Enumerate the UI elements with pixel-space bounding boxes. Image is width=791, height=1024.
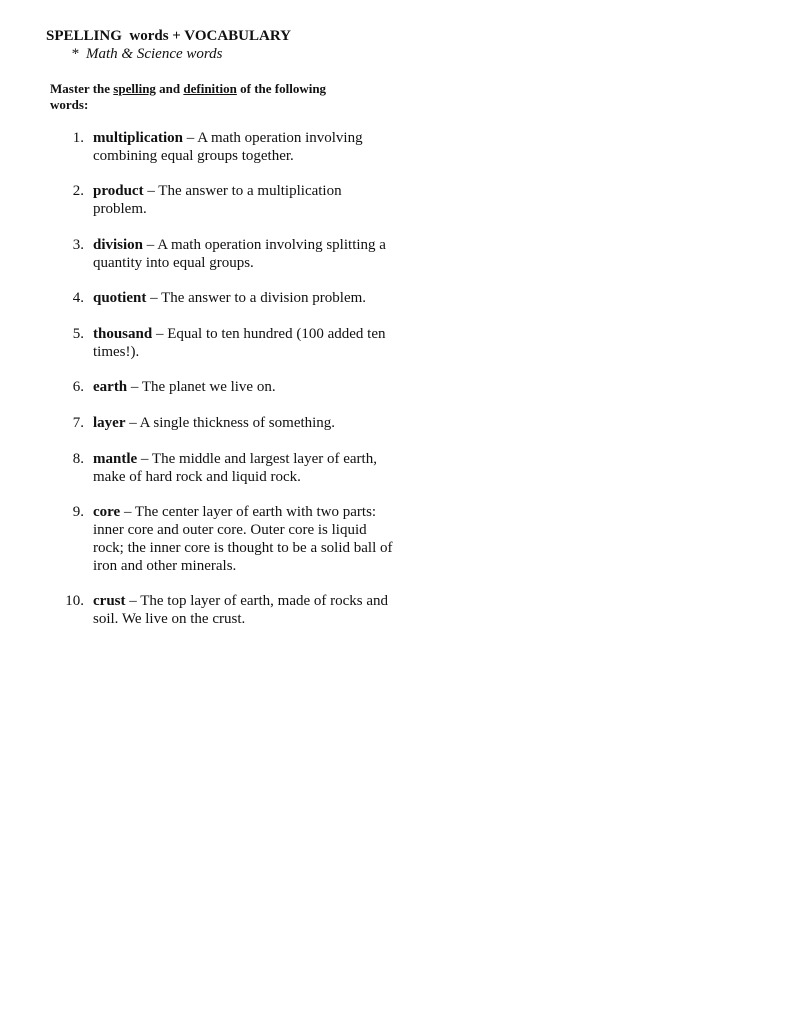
item-number: 1. [72,130,84,146]
item-number: 7. [72,415,84,431]
vocabulary-definition: – The planet we live on. [127,379,276,395]
vocabulary-term: core [93,504,121,520]
item-number: 4. [72,290,84,306]
page-title: SPELLING words + VOCABULARY [46,28,291,44]
vocabulary-term: earth [93,379,128,395]
instructions-definition: definition [183,81,237,96]
vocabulary-term: layer [93,415,126,431]
vocabulary-term: mantle [93,451,138,467]
vocabulary-term: division [93,237,144,253]
item-number: 6. [72,379,84,395]
item-number: 5. [72,326,84,342]
page-subtitle: * Math & Science words [71,46,223,62]
vocabulary-term: product [93,183,144,199]
vocabulary-definition: – A math operation involving splitting a quantity into equal groups. [93,237,386,271]
vocabulary-definition: – The top layer of earth, made of rocks and soil. We live on the crust. [93,593,389,627]
item-number: 8. [72,451,84,467]
item-number: 10. [65,593,84,609]
item-number: 9. [72,504,84,520]
instructions-spelling: spelling [113,81,156,96]
vocabulary-term: thousand [93,326,153,342]
vocabulary-definition: – A single thickness of something. [125,415,336,431]
vocabulary-definition: – The answer to a multiplication problem. [93,183,342,217]
item-number: 3. [72,237,84,253]
vocabulary-definition: – The center layer of earth with two parts: inner core and outer core. Outer core is liquid rock; the inner core is thought to be a solid ball of iron and other minerals. [93,504,393,574]
instructions-middle: and [155,81,184,96]
vocabulary-definition: – The answer to a division problem. [146,290,367,306]
vocabulary-definition: – A math operation involving combining equal groups together. [93,130,363,164]
vocabulary-definition: – The middle and largest layer of earth, make of hard rock and liquid rock. [93,451,377,485]
instructions-prefix: Master the [50,81,114,96]
vocabulary-term: quotient [93,290,147,306]
item-number: 2. [72,183,84,199]
vocabulary-term: multiplication [93,130,184,146]
vocabulary-definition: – Equal to ten hundred (100 added ten times!). [93,326,386,360]
vocabulary-term: crust [93,593,126,609]
instructions-suffix: of the following words: [50,81,327,112]
